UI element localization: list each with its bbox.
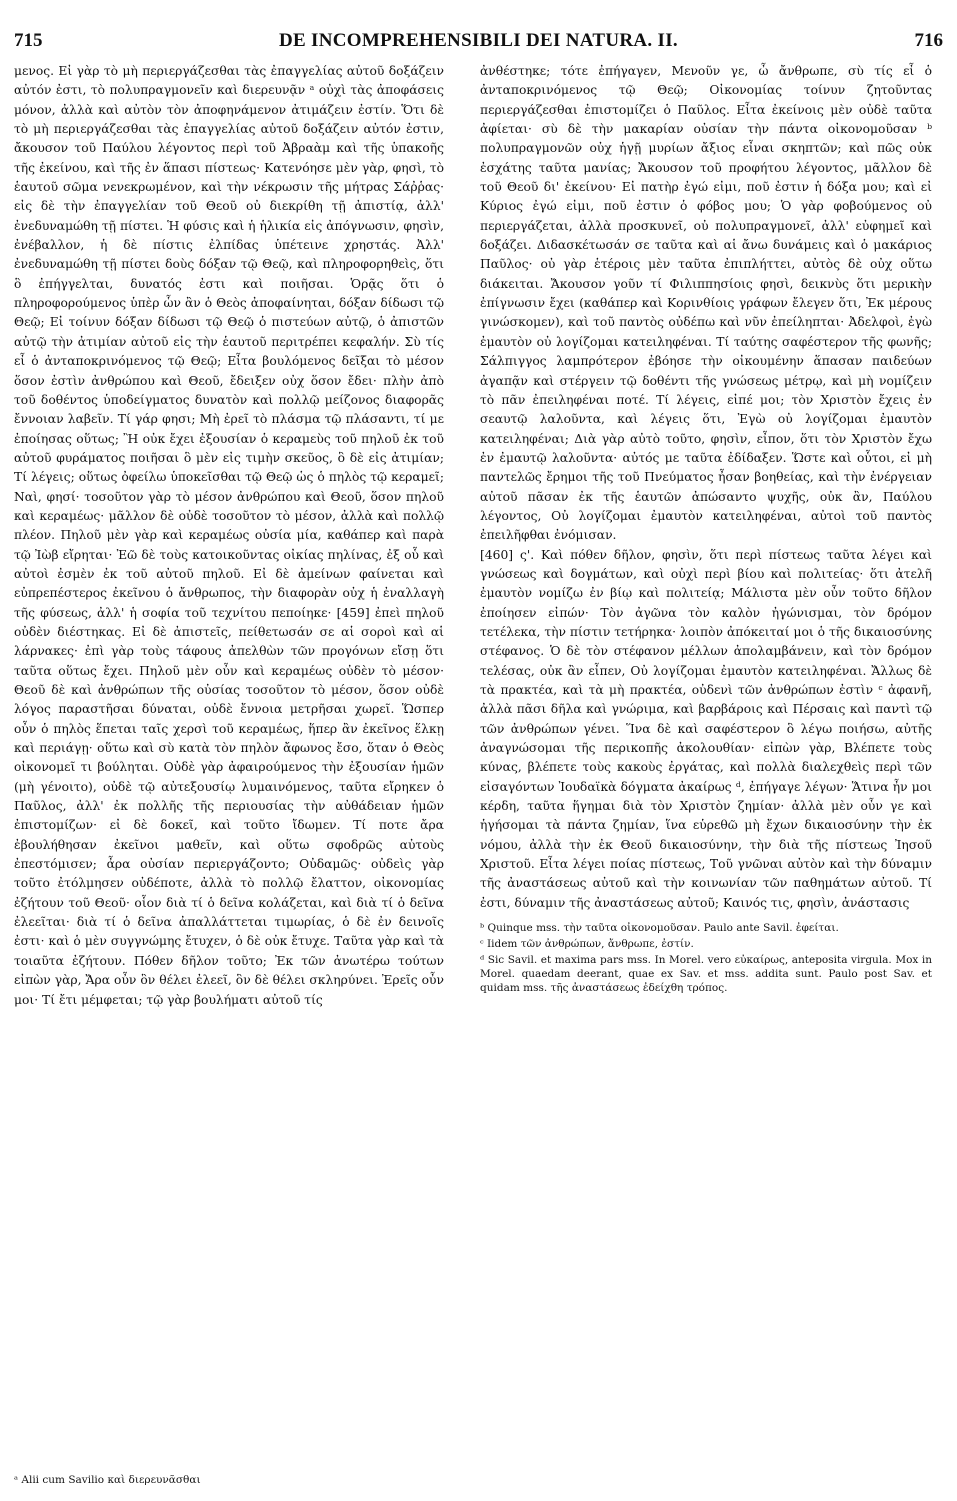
footnote-d: ᵈ Sic Savil. et maxima pars mss. In Morel. vero εὐκαίρως, anteposita virgula. Mox in Morel. quaedam deerant, quae ex Sav. et mss. addita sunt. Paulo post Sav. et quidam mss. τῆς ἀναστάσεως ἐδείχθη τρόπος. <box>480 954 932 995</box>
left-column-paragraph: μενος. Εἰ γὰρ τὸ μὴ περιεργάζεσθαι τὰς ἐπαγγελίας αὐτοῦ δοξάζειν αὐτόν ἐστι, τὸ πολυπραγμονεῖν καὶ διερευνᾷν ᵃ οὐχὶ τὰς ἀποφάσεις μόνον, ἀλλὰ καὶ αὐτὸν τὸν ἀποφηνάμενον ἀτιμάζειν ἐστίν. Ὅτι δὲ τὸ μὴ περιεργάζεσθαι τὰς ἐπαγγελίας αὐτοῦ δοξάζειν αὐτόν ἐστιν, ἄκουσον τοῦ Παύλου λέγοντος περὶ τοῦ Ἀβραὰμ καὶ τῆς ὑπακοῆς τῆς ἐκείνου, καὶ τῆς ἐν ἅπασι πίστεως· Κατενόησε μὲν γὰρ, φησὶ, τὸ ἑαυτοῦ σῶμα νενεκρωμένον, καὶ τὴν νέκρωσιν τῆς μήτρας Σάῤῥας· εἰς δὲ τὴν ἐπαγγελίαν τοῦ Θεοῦ οὐ διεκρίθη τῇ ἀπιστίᾳ, ἀλλ' ἐνεδυναμώθη τῇ πίστει. Ἡ φύσις καὶ ἡ ἡλικία εἰς ἀπόγνωσιν, φησὶν, ἐνέβαλλον, ἡ δὲ πίστις ἐλπίδας ὑπέτεινε χρηστάς. Ἀλλ' ἐνεδυναμώθη τῇ πίστει δοὺς δόξαν τῷ Θεῷ, καὶ πληροφορηθεὶς, ὅτι ὃ ἐπήγγελται, δυνατός ἐστι καὶ ποιῆσαι. Ὁρᾷς ὅτι ὁ πληροφορούμενος ὑπὲρ ὧν ἂν ὁ Θεὸς ἀποφαίνηται, δόξαν δίδωσι τῷ Θεῷ; Εἰ τοίνυν δόξαν δίδωσι τῷ Θεῷ ὁ πιστεύων αὐτῷ, ὁ ἀπιστῶν αὐτῷ τὴν ἀτιμίαν αὐτοῦ εἰς τὴν ἑαυτοῦ περιτρέπει κεφαλήν. Σὺ τίς εἶ ὁ ἀνταποκρινόμενος τῷ Θεῷ; Εἶτα βουλόμενος δεῖξαι τὸ μέσον ὅσον ἐστὶν ἀνθρώπου καὶ Θεοῦ, ἔδειξεν οὐχ ὅσον ἔδει· πλὴν ἀπὸ τοῦ δοθέντος ὑποδείγματος δυνατὸν καὶ πολλῷ μείζονος διαφορᾶς ἔννοιαν λαβεῖν. Τί γάρ φησι; Μὴ ἐρεῖ τὸ πλάσμα τῷ πλάσαντι, τί με ἐποίησας οὕτως; Ἢ οὐκ ἔχει ἐξουσίαν ὁ κεραμεὺς τοῦ πηλοῦ ἐκ τοῦ αὐτοῦ φυράματος ποιῆσαι ὃ μὲν εἰς τιμὴν σκεῦος, ὃ δὲ εἰς ἀτιμίαν; Τί λέγεις; οὕτως ὀφείλω ὑποκεῖσθαι τῷ Θεῷ ὡς ὁ πηλὸς τῷ κεραμεῖ; Ναὶ, φησί· τοσοῦτον γὰρ τὸ μέσον ἀνθρώπου καὶ Θεοῦ, ὅσον πηλοῦ καὶ κεραμέως· μᾶλλον δὲ οὐδὲ τοσοῦτον τὸ μέσον, ἀλλὰ καὶ πολλῷ πλέον. Πηλοῦ μὲν γὰρ καὶ κεραμέως οὐσία μία, καθάπερ καὶ παρὰ τῷ Ἰὼβ εἴρηται· Ἐῶ δὲ τοὺς κατοικοῦντας οἰκίας πηλίνας, ἐξ οὗ καὶ αὐτοὶ ἐσμὲν ἐκ τοῦ αὐτοῦ πηλοῦ. Εἰ δὲ ἀμείνων φαίνεται καὶ εὐπρεπέστερος ἐκεῖνου ὁ ἄνθρωπος, τὴν διαφορὰν οὐχ ἡ ἐναλλαγὴ τῆς φύσεως, ἀλλ' ἡ σοφία τοῦ τεχνίτου πεποίηκε· [459] ἐπεὶ πηλοῦ οὐδὲν διέστηκας. Εἰ δὲ ἀπιστεῖς, πείθετωσάν σε αἱ σοροὶ καὶ αἱ λάρνακες· ἐπὶ γὰρ τοὺς τάφους ἀπελθὼν τῶν προγόνων εἴσῃ ὅτι ταῦτα οὕτως ἔχει. Πηλοῦ μὲν οὖν καὶ κεραμέως οὐδὲν τὸ μέσον· Θεοῦ δὲ καὶ ἀνθρώπων τῆς οὐσίας τοσοῦτον τὸ μέσον, ὅσον οὐδὲ λόγος παραστῆσαι δύναται, οὐδὲ ἔννοια μετρῆσαι χωρεῖ. Ὥσπερ οὖν ὁ πηλὸς ἕπεται ταῖς χερσὶ τοῦ κεραμέως, ἥπερ ἂν ἐκεῖνος ἕλκῃ καὶ περιάγῃ· οὕτω καὶ σὺ κατὰ τὸν πηλὸν ἄφωνος ἔσο, ὅταν ὁ Θεὸς οἰκονομεῖ τι βούληται. Οὐδὲ γὰρ ἀφαιρούμενος τὴν ἐξουσίαν ἡμῶν (μὴ γένοιτο), οὐδὲ τῷ αὐτεξουσίῳ λυμαινόμενος, ταῦτα εἴρηκεν ὁ Παῦλος, ἀλλ' ἐκ πολλῆς τῆς περιουσίας τὴν αὐθάδειαν ἡμῶν ἐπιστομίζων· εἰ δὲ δοκεῖ, καὶ τοῦτο ἴδωμεν. Τί ποτε ἄρα ἐβουλήθησαν ἐκεῖνοι μαθεῖν, καὶ οὕτω σφοδρῶς αὐτοὺς ἐπεστόμισεν; ἆρα οὐσίαν περιεργάζοντο; Οὐδαμῶς· οὐδεὶς γὰρ τοῦτο ἐτόλμησεν οὐδέποτε, ἀλλὰ τὸ πολλῷ ἔλαττον, οἰκονομίας ἐζήτουν τοῦ Θεοῦ· οἷον διὰ τί ὁ δεῖνα κολάζεται, καὶ διὰ τί ὁ δεῖνα ἐλεεῖται· διὰ τί ὁ δεῖνα ἀπαλλάττεται τιμωρίας, ὁ δὲ ἐν δεινοῖς ἐστι· καὶ ὁ μὲν συγγνώμης ἔτυχεν, ὁ δὲ οὐκ ἔτυχε. Ταῦτα γὰρ καὶ τὰ τοιαῦτα ἐζήτουν. Πόθεν δῆλον τοῦτο; Ἐκ τῶν ἀνωτέρω τούτων εἰπὼν γὰρ, Ἄρα οὖν ὃν θέλει ἐλεεῖ, ὃν δὲ θέλει σκληρύνει. Ἐρεῖς οὖν μοι· Τί ἔτι μέμφεται; τῷ γὰρ βουλήματι αὐτοῦ τίς <box>14 64 444 1007</box>
running-header <box>14 30 943 62</box>
right-column-paragraph: [460] ς'. Καὶ πόθεν δῆλον, φησὶν, ὅτι περὶ πίστεως ταῦτα λέγει καὶ γνώσεως καὶ δογμάτων, καὶ οὐχὶ περὶ βίου καὶ πολιτείας· ὅτι ἀτελῆ ἐμαυτὸν νομίζω ἐν βίῳ καὶ πολιτείᾳ; Μάλιστα μὲν οὖν τοῦτο δῆλον ἐποίησεν εἰπών· Τὸν ἀγῶνα τὸν καλὸν ἠγώνισμαι, τὸν δρόμον τετέλεκα, τὴν πίστιν τετήρηκα· λοιπὸν ἀπόκειταί μοι ὁ τῆς δικαιοσύνης στέφανος. Ὁ δὲ τὸν στέφανον μέλλων ἀπολαμβάνειν, καὶ τὸν δρόμον τελέσας, οὐκ ἂν εἶπεν, Οὐ λογίζομαι ἐμαυτὸν κατειληφέναι. Ἄλλως δὲ τὰ πρακτέα, καὶ τὰ μὴ πρακτέα, οὐδενὶ τῶν ἀνθρώπων ἐστὶν ᶜ ἀφανῆ, ἀλλὰ πᾶσι δῆλα καὶ γνώριμα, καὶ βαρβάροις καὶ Πέρσαις καὶ παντὶ τῷ τῶν ἀνθρώπων γένει. Ἵνα δὲ καὶ σαφέστερον ὃ λέγω ποιήσω, αὐτῆς ἀναγνώσομαι τῆς περικοπῆς ἀκολουθίαν· εἰπὼν γὰρ, Βλέπετε τοὺς κύνας, βλέπετε τοὺς κακοὺς ἐργάτας, καὶ πολλὰ διαλεχθεὶς περὶ τῶν εἰσαγόντων Ἰουδαϊκὰ δόγματα ἀκαίρως ᵈ, ἐπήγαγε λέγων· Ἅτινα ἦν μοι κέρδη, ταῦτα ἥγημαι διὰ τὸν Χριστὸν ζημίαν· ἀλλὰ μὲν οὖν γε καὶ ἡγήσομαι τὰ πάντα ζημίαν, ἵνα εὑρεθῶ μὴ ἔχων δικαιοσύνην τὴν ἐκ νόμου, ἀλλὰ τὴν ἐκ Θεοῦ δικαιοσύνην, τὴν διὰ τῆς πίστεως Ἰησοῦ Χριστοῦ. Εἶτα λέγει ποίας πίστεως, Τοῦ γνῶναι αὐτὸν καὶ τὴν δύναμιν τῆς ἀναστάσεως αὐτοῦ καὶ τὴν κοινωνίαν τῶν παθημάτων αὐτοῦ. Τί ἐστι, δύναμιν τῆς ἀναστάσεως αὐτοῦ; Καινός τις, φησὶν, ἀνάστασις <box>480 547 932 910</box>
left-footnote: ᵃ Alii cum Savilio καὶ διερευνᾶσθαι <box>14 1474 201 1486</box>
left-page-number: 715 <box>14 30 43 51</box>
right-column-paragraph: ἀνθέστηκε; τότε ἐπήγαγεν, Μενοῦν γε, ὦ ἄνθρωπε, σὺ τίς εἶ ὁ ἀνταποκρινόμενος τῷ Θεῷ; Οἰκονομίας τοίνυν ζητοῦντας περιεργάζεσθαι ἐπιστομίζει ὁ Παῦλος. Εἶτα ἐκείνοις μὲν οὐδὲ ταῦτα ἀφίεται· σὺ δὲ τὴν μακαρίαν οὐσίαν τὴν πάντα οἰκονομοῦσαν ᵇ πολυπραγμονῶν οὐχ ἡγῇ μυρίων ἄξιος εἶναι σκηπτῶν; καὶ πῶς οὐκ ἐσχάτης ταῦτα μανίας; Ἄκουσον τοῦ προφήτου λέγοντος, μᾶλλον δὲ τοῦ Θεοῦ δι' ἐκείνου· Εἰ πατὴρ ἐγώ εἰμι, ποῦ ἐστιν ἡ δόξα μου; καὶ εἰ Κύριος ἐγώ εἰμι, ποῦ ἐστιν ὁ φόβος μου; Ὁ γὰρ φοβούμενος οὐ περιεργάζεται, ἀλλὰ προσκυνεῖ, οὐ πολυπραγμονεῖ, ἀλλ' εὐφημεῖ καὶ δοξάζει. Διδασκέτωσάν σε ταῦτα καὶ αἱ ἄνω δυνάμεις καὶ ὁ μακάριος Παῦλος· οὐ γὰρ ἑτέροις μὲν ταῦτα ἐπιπλήττει, αὐτὸς δὲ οὐχ οὕτω διάκειται. Ἄκουσον γοῦν τί Φιλιππησίοις φησὶ, δεικνὺς ὅτι μερικὴν ἐπίγνωσιν ἔχει (καθάπερ καὶ Κορινθίοις γράφων ἔλεγεν ὅτι, Ἐκ μέρους γινώσκομεν), καὶ τοῦ παντὸς οὐδέπω καὶ νῦν ἐπείληπται· Ἀδελφοὶ, ἐγὼ ἐμαυτὸν οὐ λογίζομαι κατειληφέναι. Τί ταύτης σαφέστερον τῆς φωνῆς; Σάλπιγγος λαμπρότερον ἐβόησε τὴν οἰκουμένην ἅπασαν παιδεύων ἀγαπᾷν καὶ στέργειν τῷ δοθέντι τῆς γνώσεως μέτρῳ, καὶ μὴ νομίζειν τὸ πᾶν ἐπειληφέναι ποτέ. Τί λέγεις, εἰπέ μοι; τὸν Χριστὸν ἔχεις ἐν σεαυτῷ λαλοῦντα, καὶ λέγεις ὅτι, Ἐγὼ οὐ λογίζομαι ἐμαυτὸν κατειληφέναι; Διὰ γὰρ αὐτὸ τοῦτο, φησὶν, εἶπον, ὅτι τὸν Χριστὸν ἔχω ἐν ἐμαυτῷ λαλοῦντα· αὐτός με ταῦτα ἐδίδαξεν. Ὥστε καὶ οὗτοι, εἰ μὴ παντελῶς ἔρημοι τῆς τοῦ Πνεύματος ἦσαν βοηθείας, καὶ τὴν ἐνέργειαν αὐτοῦ πᾶσαν ἐκ τῆς ἑαυτῶν ἀπώσαντο ψυχῆς, οὐκ ἂν, Παύλου λέγοντος, Οὐ λογίζομαι ἐμαυτὸν κατειληφέναι, αὐτοὶ τοῦ παντὸς ἐπειλῆφθαι ἐνόμισαν. <box>480 64 932 543</box>
right-footnotes <box>480 921 932 995</box>
running-title: DE INCOMPREHENSIBILI DEI NATURA. II. <box>279 30 678 51</box>
right-page-number: 716 <box>914 30 943 51</box>
right-column <box>480 62 932 997</box>
left-column <box>14 62 444 1010</box>
footnote-b: ᵇ Quinque mss. τὴν ταῦτα οἰκονομοῦσαν. Paulo ante Savil. ἐφείται. <box>480 922 839 935</box>
footnote-c: ᶜ Iidem τῶν ἀνθρώπων, ἄνθρωπε, ἐστίν. <box>480 938 694 951</box>
